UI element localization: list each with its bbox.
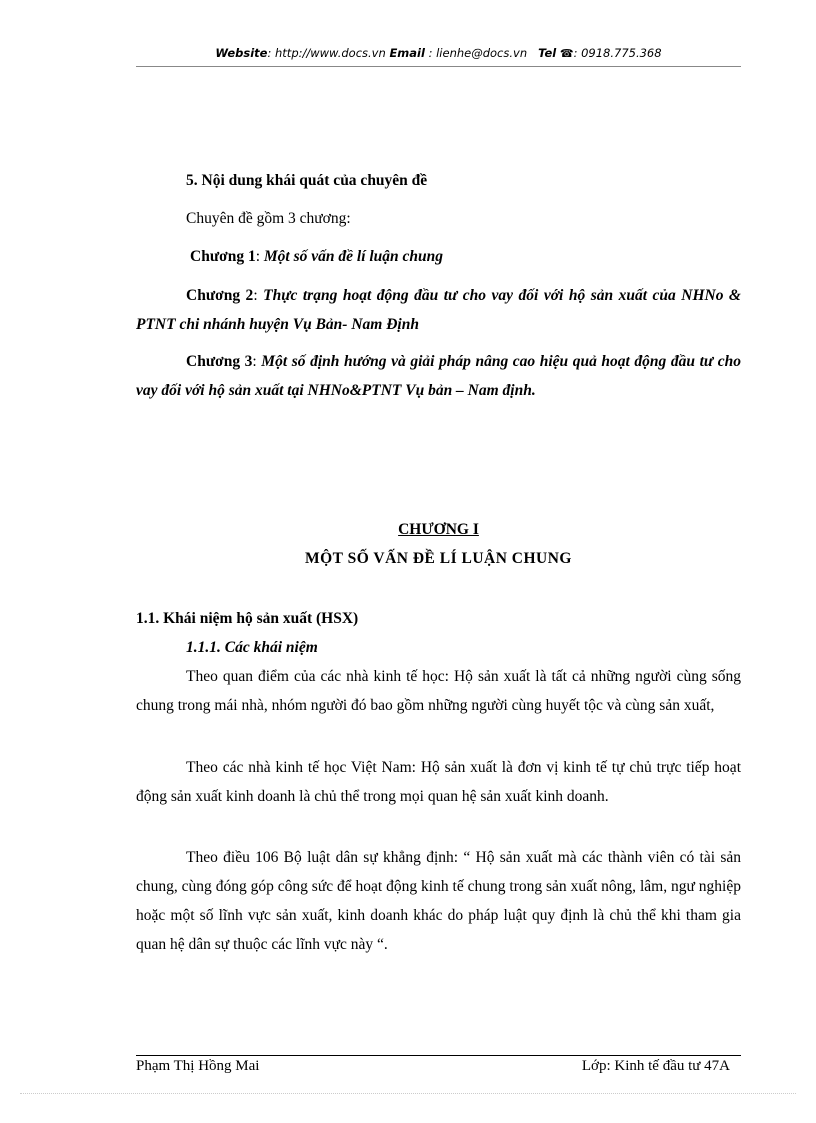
footer-class: Lớp: Kinh tế đầu tư 47A xyxy=(581,1058,730,1074)
chapter-label: CHƯƠNG I xyxy=(398,521,479,538)
chapter-3-line: Chương 3: Một số định hướng và giải pháp nâng cao hiệu quả hoạt động đầu tư cho vay đối với hộ sản xuất tại NHNo&PTNT Vụ bản – Nam định. xyxy=(136,353,741,399)
chapter-3-title: Một số định hướng và giải pháp nâng cao hiệu quả hoạt động đầu tư cho vay đối với hộ sản xuất tại NHNo&PTNT Vụ bản – Nam định. xyxy=(136,353,741,399)
chapter-1-label: Chương 1 xyxy=(190,248,256,265)
page-header xyxy=(136,46,741,60)
chapter-title: MỘT SỐ VẤN ĐỀ LÍ LUẬN CHUNG xyxy=(305,550,572,567)
telephone-icon: ☎ xyxy=(559,47,574,60)
website-value[interactable]: : http://www.docs.vn xyxy=(267,46,386,60)
email-value[interactable]: : lienhe@docs.vn xyxy=(424,46,528,60)
chapter-2-title: Thực trạng hoạt động đầu tư cho vay đối với hộ sản xuất của NHNo & PTNT chi nhánh huyện Vụ Bản- Nam Định xyxy=(136,287,741,333)
section-5-intro: Chuyên đề gồm 3 chương: xyxy=(186,210,351,227)
website-label: Website xyxy=(215,46,268,60)
section-1-1-heading: 1.1. Khái niệm hộ sản xuất (HSX) xyxy=(136,610,359,627)
chapter-1-line: Chương 1: Một số vấn đề lí luận chung xyxy=(190,248,444,265)
paragraph-3: Theo điều 106 Bộ luật dân sự khẳng định: “ Hộ sản xuất mà các thành viên có tài sản chung, cùng đóng góp công sức để hoạt động kinh tế chung trong sản xuất nông, lâm, ngư nghiệp hoặc một số lĩnh vực sản xuất, kinh doanh khác do pháp luật quy định là chủ thể khi tham gia quan hệ dân sự thuộc các lĩnh vực này “. xyxy=(136,849,741,953)
paragraph-2: Theo các nhà kinh tế học Việt Nam: Hộ sản xuất là đơn vị kinh tế tự chủ trực tiếp hoạt động sản xuất kinh doanh là chủ thể trong mọi quan hệ sản xuất kinh doanh. xyxy=(136,759,741,805)
section-5-heading: 5. Nội dung khái quát của chuyên đề xyxy=(186,172,428,189)
chapter-2-label: Chương 2 xyxy=(186,287,254,304)
chapter-3-label: Chương 3 xyxy=(186,353,253,370)
email-label: Email xyxy=(389,46,425,60)
chapter-1-title: Một số vấn đề lí luận chung xyxy=(263,248,444,265)
page-break-line xyxy=(20,1093,796,1094)
tel-label: Tel xyxy=(538,46,557,60)
tel-value: : 0918.775.368 xyxy=(573,46,662,60)
section-1-1-1-heading: 1.1.1. Các khái niệm xyxy=(186,639,318,656)
chapter-2-line: Chương 2: Thực trạng hoạt động đầu tư cho vay đối với hộ sản xuất của NHNo & PTNT chi nhánh huyện Vụ Bản- Nam Định xyxy=(136,287,741,333)
paragraph-1: Theo quan điểm của các nhà kinh tế học: Hộ sản xuất là tất cả những người cùng sống chung trong mái nhà, nhóm người đó bao gồm những người cùng huyết tộc và cùng sản xuất, xyxy=(136,668,741,714)
footer-divider xyxy=(136,1055,741,1056)
header-divider xyxy=(136,66,741,67)
footer-author: Phạm Thị Hồng Mai xyxy=(136,1058,260,1074)
